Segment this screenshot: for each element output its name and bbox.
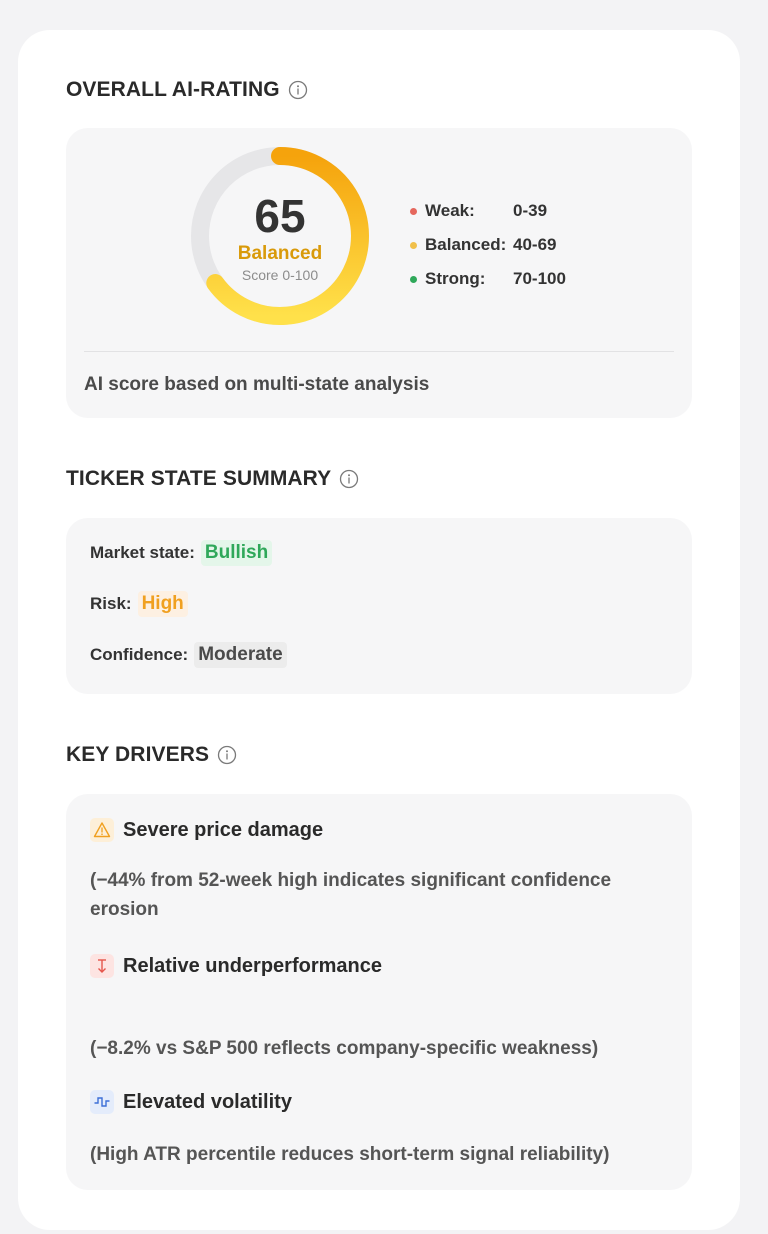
driver-item <box>90 954 382 978</box>
legend-dot-weak <box>410 208 417 215</box>
legend-dot-strong <box>410 276 417 283</box>
confidence-row <box>90 642 287 668</box>
score-label: Balanced <box>237 243 323 264</box>
driver-title: Severe price damage <box>123 818 324 841</box>
info-icon[interactable] <box>217 745 237 765</box>
ai-rating-card <box>18 30 740 1230</box>
legend-label: Balanced: <box>425 235 507 254</box>
key-drivers-title <box>66 743 237 767</box>
state-summary-panel <box>66 518 692 694</box>
risk-badge: High <box>138 591 188 617</box>
driver-description: (High ATR percentile reduces short-term signal reliability) <box>90 1144 610 1165</box>
ticker-state-title-text: TICKER STATE SUMMARY <box>66 467 332 490</box>
legend-range: 0-39 <box>513 201 548 220</box>
overall-rating-title-text: OVERALL AI-RATING <box>66 78 280 101</box>
driver-title: Relative underperformance <box>123 954 382 977</box>
confidence-badge: Moderate <box>194 642 286 668</box>
ticker-state-title <box>66 467 359 491</box>
arrow-down-icon <box>90 954 114 978</box>
driver-title: Elevated volatility <box>123 1090 292 1113</box>
legend-item-balanced <box>410 228 566 262</box>
key-drivers-panel <box>66 794 692 1190</box>
key-drivers-title-text: KEY DRIVERS <box>66 743 210 766</box>
rating-note: AI score based on multi-state analysis <box>84 374 430 395</box>
info-icon[interactable] <box>288 80 308 100</box>
driver-description: (−8.2% vs S&P 500 reflects company-specific weakness) <box>90 1038 599 1059</box>
rating-legend <box>410 194 566 296</box>
legend-item-weak <box>410 194 566 228</box>
score-range: Score 0-100 <box>241 267 319 283</box>
legend-label: Strong: <box>425 269 486 288</box>
legend-range: 40-69 <box>513 235 557 254</box>
market-state-label: Market state: <box>90 543 195 562</box>
risk-label: Risk: <box>90 594 132 613</box>
overall-rating-title <box>66 78 308 102</box>
volatility-icon <box>90 1090 114 1114</box>
confidence-label: Confidence: <box>90 645 189 664</box>
legend-range: 70-100 <box>513 269 566 288</box>
driver-item <box>90 818 323 842</box>
legend-item-strong <box>410 262 566 296</box>
legend-dot-balanced <box>410 242 417 249</box>
gauge-center <box>190 146 370 326</box>
rating-panel <box>66 128 692 418</box>
risk-row <box>90 591 188 617</box>
driver-description: (−44% from 52-week high indicates significant confidence erosion <box>90 870 612 920</box>
info-icon[interactable] <box>339 469 359 489</box>
panel-divider <box>84 351 674 352</box>
warning-icon <box>90 818 114 842</box>
score-value: 65 <box>254 190 306 242</box>
market-state-row <box>90 540 272 566</box>
legend-label: Weak: <box>425 201 475 220</box>
driver-item <box>90 1090 292 1114</box>
market-state-badge: Bullish <box>201 540 272 566</box>
